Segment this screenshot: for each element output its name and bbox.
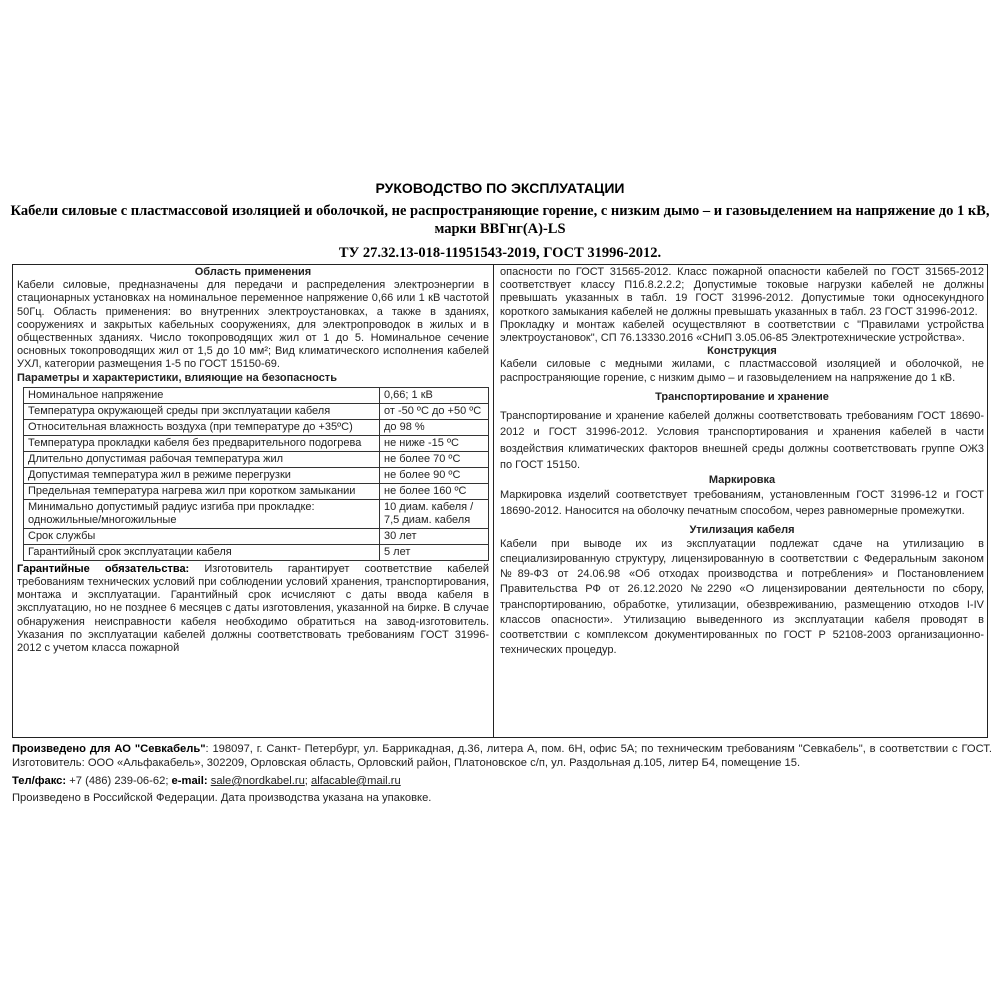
param-row bbox=[24, 528, 489, 544]
warranty-text: Изготовитель гарантирует соответствие кабелей требованиям технических условий при соблюдении условий хранения, транспортирования, монтажа и эксплуатации. Гарантийный срок исчисляют с даты ввода кабеля в эксплуатацию, но не позднее 6 месяцев с даты изготовления, указанной на бирке. В случае обнаружения неисправности кабеля необходимо обратиться на завод-изготовитель. Указания по эксплуатации кабелей должны соответствовать требованиям ГОСТ 31996-2012 с учетом класса пожарной bbox=[17, 562, 490, 655]
param-name: Предельная температура нагрева жил при коротком замыкании bbox=[24, 483, 380, 499]
warranty-label: Гарантийные обязательства: bbox=[17, 562, 190, 575]
param-value: до 98 % bbox=[380, 419, 489, 435]
phone-label: Тел/факс: bbox=[12, 775, 67, 787]
marking-text: Маркировка изделий соответствует требованиям, установленным ГОСТ 31996-12 и ГОСТ 18690-2012. Наносится на оболочку печатным способом, через равномерные промежутки. bbox=[500, 488, 984, 518]
construction-text: Кабели силовые с медными жилами, с пластмассовой изоляцией и оболочкой, не распространяющие горение, с низким дымо – и газовыделением на напряжение до 1 кВ. bbox=[500, 358, 984, 384]
params-table bbox=[23, 387, 489, 561]
email-link-alfacable[interactable]: alfacable@mail.ru bbox=[311, 775, 401, 787]
param-name: Номинальное напряжение bbox=[24, 387, 380, 403]
email-link-sale[interactable]: sale@nordkabel.ru bbox=[210, 775, 305, 787]
param-name: Относительная влажность воздуха (при температуре до +35ºС) bbox=[24, 419, 380, 435]
transport-text: Транспортирование и хранение кабелей должны соответствовать требованиям ГОСТ 18690-2012 и ГОСТ 31996-2012. Условия транспортирования и хранения кабелей в части воздействия климатических факторов внешней среды должны соответствовать группе ОЖ3 по ГОСТ 15150. bbox=[500, 410, 984, 472]
page-title: РУКОВОДСТВО ПО ЭКСПЛУАТАЦИИ bbox=[375, 180, 625, 196]
param-value: не более 160 ºС bbox=[380, 483, 489, 499]
param-row bbox=[24, 544, 489, 560]
spec-standards: ТУ 27.32.13-018-11951543-2019, ГОСТ 31996-2012. bbox=[338, 245, 662, 261]
contacts bbox=[12, 774, 992, 788]
param-value: 10 диам. кабеля / 7,5 диам. кабеля bbox=[380, 499, 489, 528]
warranty-block bbox=[17, 563, 489, 655]
email-label: e-mail: bbox=[171, 775, 208, 787]
param-name: Допустимая температура жил в режиме перегрузки bbox=[24, 467, 380, 483]
param-value: не ниже -15 ºС bbox=[380, 435, 489, 451]
column-divider bbox=[493, 264, 494, 738]
params-heading: Параметры и характеристики, влияющие на безопасность bbox=[17, 371, 337, 384]
right-column bbox=[500, 266, 984, 659]
param-row bbox=[24, 499, 489, 528]
email-separator: ; bbox=[304, 775, 312, 787]
mounting-text: Прокладку и монтаж кабелей осуществляют в соответствии с "Правилами устройства электроустановок", СП 76.13330.2016 «СНиП 3.05.06-85 Электротехнические устройства». bbox=[500, 318, 984, 345]
param-name: Температура окружающей среды при эксплуатации кабеля bbox=[24, 403, 380, 419]
fire-safety-text: опасности по ГОСТ 31565-2012. Класс пожарной опасности кабелей по ГОСТ 31565-2012 соответствует классу П1б.8.2.2.2; Допустимые токовые нагрузки кабелей не должны превышать указанных в табл. 19 ГОСТ 31996-2012. Допустимые токи односекундного короткого замыкания кабелей не должны превышать указанных в табл. 23 ГОСТ 31996-2012. bbox=[500, 266, 984, 318]
scope-heading: Область применения bbox=[194, 266, 312, 278]
param-row bbox=[24, 387, 489, 403]
param-name: Длительно допустимая рабочая температура жил bbox=[24, 451, 380, 467]
disposal-text: Кабели при выводе их из эксплуатации подлежат сдаче на утилизацию в специализированную структуру, лицензированную в соответствии с Федеральным законом №89-ФЗ от 24.06.98 «Об отходах производства и потребления» и Постановлением Правительства РФ от 26.12.2020 №2290 «О лицензировании деятельности по сбору, транспортированию, обработке, утилизации, обезвреживанию, размещению отходов I-IV классов опасности». Утилизацию выведенного из эксплуатации кабеля проводят в соответствии с комплексом документированных по ГОСТ Р 52108-2003 организационно-технических процедур. bbox=[500, 537, 984, 657]
param-name: Температура прокладки кабеля без предварительного подогрева bbox=[24, 435, 380, 451]
param-value: не более 90 ºС bbox=[380, 467, 489, 483]
param-value: от -50 ºС до +50 ºС bbox=[380, 403, 489, 419]
param-value: 0,66; 1 кВ bbox=[380, 387, 489, 403]
param-value: не более 70 ºС bbox=[380, 451, 489, 467]
origin-note: Произведено в Российской Федерации. Дата производства указана на упаковке. bbox=[12, 792, 432, 804]
phone-number: +7 (486) 239-06-62; bbox=[66, 775, 172, 787]
construction-heading: Конструкция bbox=[707, 345, 777, 358]
param-row bbox=[24, 483, 489, 499]
param-name: Минимально допустимый радиус изгиба при прокладке: одножильные/многожильные bbox=[24, 499, 380, 528]
param-value: 30 лет bbox=[380, 528, 489, 544]
marking-heading: Маркировка bbox=[708, 473, 776, 486]
transport-heading: Транспортирование и хранение bbox=[655, 390, 829, 403]
producer-text: : 198097, г. Санкт- Петербург, ул. Баррикадная, д.36, литера А, пом. 6Н, офис 5А; по техническим требованиям "Севкабель", в соответствии с ГОСТ. Изготовитель: ООО «Альфакабель», 302209, Орловская область, Орловский район, Платоновское с/п, ул. Раздольная д.105, литер Б4, помещение 15. bbox=[12, 743, 992, 769]
param-row bbox=[24, 403, 489, 419]
param-value: 5 лет bbox=[380, 544, 489, 560]
param-name: Срок службы bbox=[24, 528, 380, 544]
param-row bbox=[24, 451, 489, 467]
producer-info bbox=[12, 742, 992, 770]
param-name: Гарантийный срок эксплуатации кабеля bbox=[24, 544, 380, 560]
product-subtitle: Кабели силовые с пластмассовой изоляцией и оболочкой, не распространяющие горение, с низким дымо – и газовыделением на напряжение до 1 кВ, марки ВВГнг(А)-LS bbox=[10, 203, 990, 237]
param-row bbox=[24, 435, 489, 451]
param-row bbox=[24, 467, 489, 483]
param-row bbox=[24, 419, 489, 435]
left-column bbox=[17, 266, 489, 655]
scope-text: Кабели силовые, предназначены для передачи и распределения электроэнергии в стационарных установках на номинальное переменное напряжение 0,66 или 1 кВ частотой 50Гц. Область применения: во внутренних электроустановках, а также в зданиях, сооружениях и закрытых кабельных сооружениях, для электропроводок в жилых и в общественных зданиях. Число токопроводящих жил от 1 до 5. Номинальное сечение основных токопроводящих жил от 1,5 до 10 мм²; Вид климатического исполнения кабелей УХЛ, категории размещения 1-5 по ГОСТ 15150-69. bbox=[17, 279, 489, 371]
disposal-heading: Утилизация кабеля bbox=[689, 523, 795, 536]
producer-label: Произведено для АО "Севкабель" bbox=[12, 743, 206, 755]
